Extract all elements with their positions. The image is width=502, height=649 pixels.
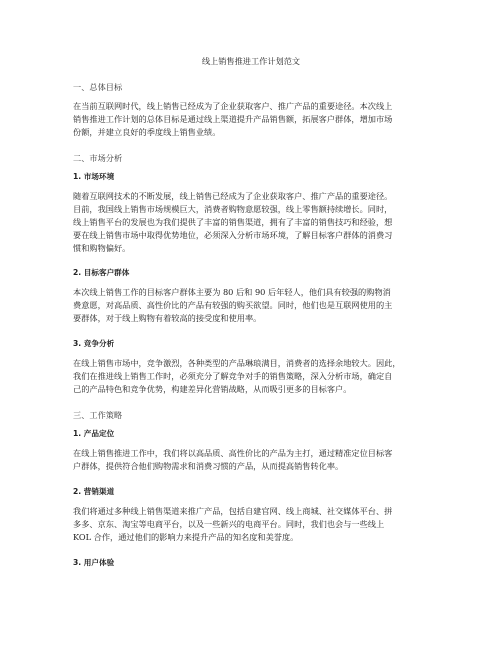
paragraph-line: 在当前互联网时代，线上销售已经成为了企业获取客户、推广产品的重要途径。本次线上 [73, 101, 393, 111]
subheading-marketing-channels: 2. 营销渠道 [73, 487, 115, 496]
section-heading-work-strategy: 三、工作策略 [73, 410, 123, 420]
paragraph-line: 在线上销售推进工作中，我们将以高品质、高性价比的产品为主打，通过精准定位目标客 [73, 448, 393, 458]
subheading-competition: 3. 竞争分析 [73, 339, 115, 348]
subheading-product-positioning: 1. 产品定位 [73, 429, 115, 438]
paragraph-line: 多多、京东、淘宝等电商平台，以及一些新兴的电商平台。同时，我们也会与一些线上 [73, 519, 385, 529]
paragraph-line: 费意愿，对高品质、高性价比的产品有较强的购买欲望。同时，他们也是互联网使用的主 [73, 300, 393, 310]
section-heading-overall-goal: 一、总体目标 [73, 82, 123, 92]
paragraph-line: 我们在推进线上销售工作时，必须充分了解竞争对手的销售策略，深入分析市场，确定自 [73, 371, 393, 381]
paragraph-line: 己的产品特色和竞争优势，构建差异化营销战略，从而吸引更多的目标客户。 [73, 384, 352, 394]
paragraph-line: 要在线上销售市场中取得优势地位，必须深入分析市场环境，了解目标客户群体的消费习 [73, 230, 393, 240]
paragraph-line: 惯和购物偏好。 [73, 243, 131, 253]
paragraph-line: 我们将通过多种线上销售渠道来推广产品，包括自建官网、线上商城、社交媒体平台、拼 [73, 506, 393, 516]
paragraph-line: 在线上销售市场中，竞争激烈，各种类型的产品琳琅满目，消费者的选择余地较大。因此， [73, 358, 401, 368]
subheading-target-customers: 2. 目标客户群体 [73, 268, 130, 277]
paragraph-line: 目前，我国线上销售市场规模巨大，消费者购物意愿较强，线上零售额持续增长。同时， [73, 204, 393, 214]
paragraph-line: 本次线上销售工作的目标客户群体主要为 80 后和 90 后年轻人，他们具有较强的购物消 [73, 287, 391, 297]
paragraph-line: 份额，并建立良好的季度线上销售业绩。 [73, 127, 221, 137]
paragraph-line: 户群体，提供符合他们购物需求和消费习惯的产品，从而提高销售转化率。 [73, 461, 344, 471]
paragraph-line: KOL 合作，通过他们的影响力来提升产品的知名度和美誉度。 [73, 532, 299, 542]
subheading-market-environment: 1. 市场环境 [73, 172, 115, 181]
subheading-user-experience: 3. 用户体验 [73, 558, 115, 567]
paragraph-line: 随着互联网技术的不断发展，线上销售已经成为了企业获取客户、推广产品的重要途径。 [73, 191, 393, 201]
paragraph-line: 要群体，对于线上购物有着较高的接受度和使用率。 [73, 313, 262, 323]
document-title: 线上销售推进工作计划范文 [201, 56, 301, 66]
paragraph-line: 线上销售平台的发展也为我们提供了丰富的销售渠道，拥有了丰富的销售技巧和经验，想 [73, 217, 393, 227]
section-heading-market-analysis: 二、市场分析 [73, 153, 123, 163]
paragraph-line: 销售推进工作计划的总体目标是通过线上渠道提升产品销售额，拓展客户群体，增加市场 [73, 114, 393, 124]
